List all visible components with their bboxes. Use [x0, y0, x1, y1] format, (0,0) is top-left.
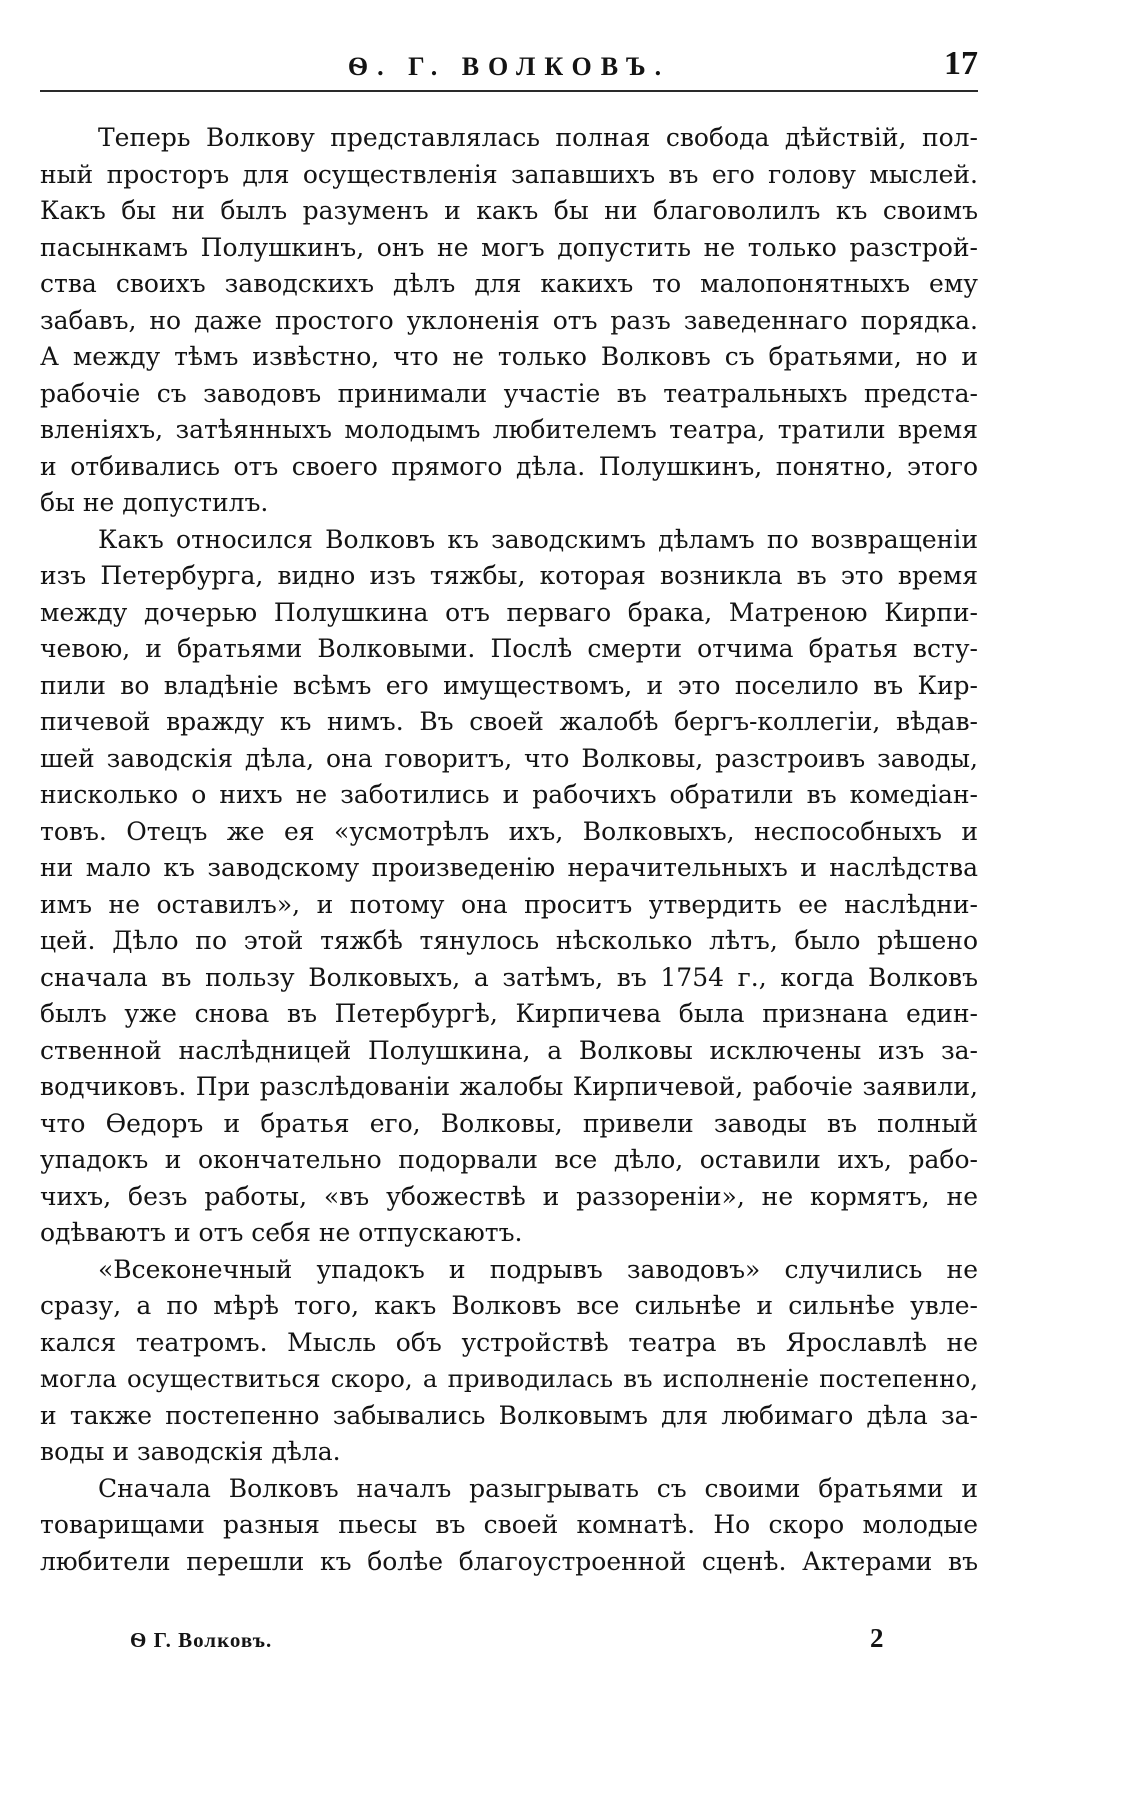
text-line: нисколько о нихъ не заботились и рабочихъ обратили въ комедіан-: [40, 780, 978, 809]
text-line: упадокъ и окончательно подорвали все дѣло, оставили ихъ, рабо-: [40, 1145, 978, 1174]
text-line: пасынкамъ Полушкинъ, онъ не могъ допустить не только разстрой-: [40, 232, 978, 262]
text-line: и также постепенно забывались Волковымъ для любимаго дѣла за-: [40, 1400, 978, 1430]
text-line: воды и заводскія дѣла.: [40, 1437, 341, 1466]
text-line: пичевой вражду къ нимъ. Въ своей жалобѣ бергъ-коллегіи, вѣдав-: [40, 707, 978, 736]
text-line: что Ѳедоръ и братья его, Волковы, привели заводы въ полный: [40, 1108, 978, 1138]
text-line: любители перешли къ болѣе благоустроенной сценѣ. Актерами въ: [40, 1546, 978, 1576]
text-line: изъ Петербурга, видно изъ тяжбы, которая возникла въ это время: [40, 561, 978, 590]
header-rule: [40, 90, 978, 92]
text-line: ства своихъ заводскихъ дѣлъ для какихъ то малопонятныхъ ему: [40, 269, 978, 298]
text-line: рабочіе съ заводовъ принимали участіе въ театральныхъ предста-: [40, 378, 978, 408]
text-line: А между тѣмъ извѣстно, что не только Волковъ съ братьями, но и: [40, 342, 978, 371]
text-line: Теперь Волкову представлялась полная свобода дѣйствій, пол-: [98, 123, 978, 152]
body-text: [40, 120, 978, 1580]
text-line: между дочерью Полушкина отъ перваго брака, Матреною Кирпи-: [40, 597, 978, 627]
text-line: могла осуществиться скоро, а приводилась въ исполненіе постепенно,: [40, 1364, 978, 1393]
text-line: имъ не оставилъ», и потому она проситъ утвердить ее наслѣдни-: [40, 889, 978, 919]
paragraph-4: [40, 1471, 978, 1581]
text-line: и отбивались отъ своего прямого дѣла. Полушкинъ, понятно, этого: [40, 451, 978, 481]
text-line: товъ. Отецъ же ея «усмотрѣлъ ихъ, Волковыхъ, неспособныхъ и: [40, 816, 978, 846]
text-line: ственной наслѣдницей Полушкина, а Волковы исключены изъ за-: [40, 1035, 978, 1065]
text-line: пили во владѣніе всѣмъ его имуществомъ, и это поселило въ Кир-: [40, 670, 978, 700]
running-title: Ѳ. Г. ВОЛКОВЪ.: [347, 52, 671, 81]
text-line: ни мало къ заводскому произведенію нерачительныхъ и наслѣдства: [40, 853, 978, 882]
paragraph-3: [40, 1252, 978, 1471]
text-line: былъ уже снова въ Петербургѣ, Кирпичева была признана един-: [40, 999, 978, 1028]
page-header: [40, 40, 978, 95]
page-number: 17: [944, 45, 978, 82]
text-line: сначала въ пользу Волковыхъ, а затѣмъ, въ 1754 г., когда Волковъ: [40, 962, 978, 992]
text-line: чихъ, безъ работы, «въ убожествѣ и раззореніи», не кормятъ, не: [40, 1181, 978, 1211]
text-line: бы не допустилъ.: [40, 488, 269, 517]
sheet-number: 2: [870, 1623, 884, 1653]
text-line: Сначала Волковъ началъ разыгрывать съ своими братьями и: [98, 1473, 978, 1503]
text-line: сразу, а по мѣрѣ того, какъ Волковъ все сильнѣе и сильнѣе увле-: [40, 1291, 978, 1320]
text-line: вленіяхъ, затѣянныхъ молодымъ любителемъ театра, тратили время: [40, 415, 978, 444]
text-line: водчиковъ. При разслѣдованіи жалобы Кирпичевой, рабочіе заявили,: [40, 1072, 978, 1101]
page-footer: [130, 1623, 950, 1663]
text-line: забавъ, но даже простого уклоненія отъ разъ заведеннаго порядка.: [40, 305, 978, 335]
text-line: товарищами разныя пьесы въ своей комнатѣ. Но скоро молодые: [40, 1510, 978, 1539]
text-line: шей заводскія дѣла, она говоритъ, что Волковы, разстроивъ заводы,: [40, 743, 978, 773]
paragraph-1: [40, 120, 978, 522]
text-line: цей. Дѣло по этой тяжбѣ тянулось нѣсколько лѣтъ, было рѣшено: [40, 926, 978, 955]
paragraph-2: [40, 522, 978, 1252]
text-line: Какъ относился Волковъ къ заводскимъ дѣламъ по возвращеніи: [98, 524, 978, 554]
signature-mark: Ѳ Г. Волковъ.: [130, 1628, 273, 1652]
text-line: чевою, и братьями Волковыми. Послѣ смерти отчима братья всту-: [40, 634, 978, 663]
text-line: «Всеконечный упадокъ и подрывъ заводовъ» случились не: [98, 1254, 978, 1284]
text-line: кался театромъ. Мысль объ устройствѣ театра въ Ярославлѣ не: [40, 1327, 978, 1357]
text-line: Какъ бы ни былъ разуменъ и какъ бы ни благоволилъ къ своимъ: [40, 196, 978, 225]
text-line: ный просторъ для осуществленія запавшихъ въ его голову мыслей.: [40, 159, 978, 189]
text-line: одѣваютъ и отъ себя не отпускаютъ.: [40, 1218, 523, 1247]
